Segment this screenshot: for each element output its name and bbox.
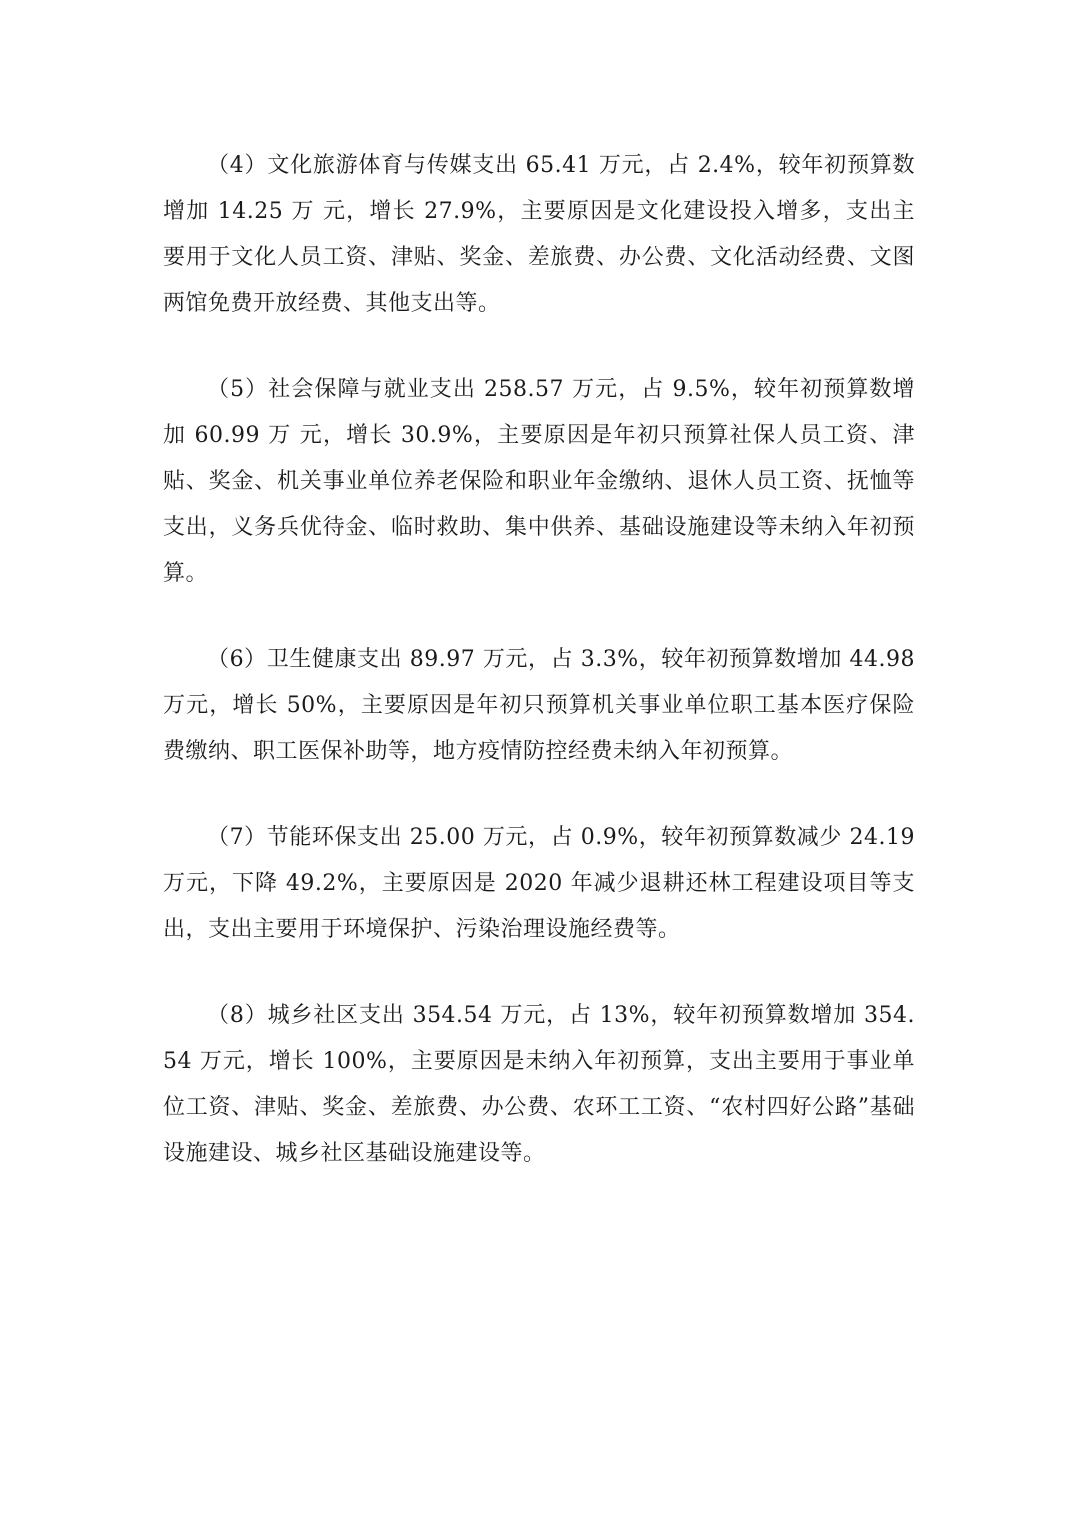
paragraph-culture-expenditure: （4）文化旅游体育与传媒支出 65.41 万元，占 2.4%，较年初预算数增加 14.25 万 元，增长 27.9%，主要原因是文化建设投入增多，支出主要用于文化人员工资、津贴、奖金、差旅费、办公费、文化活动经费、文图两馆免费开放经费、其他支出等。	[163, 153, 915, 316]
paragraph-health-expenditure: （6）卫生健康支出 89.97 万元，占 3.3%，较年初预算数增加 44.98 万元，增长 50%，主要原因是年初只预算机关事业单位职工基本医疗保险费缴纳、职工医保补助等，地方疫情防控经费未纳入年初预算。	[163, 647, 915, 764]
paragraph-environment-expenditure: （7）节能环保支出 25.00 万元，占 0.9%，较年初预算数减少 24.19 万元，下降 49.2%，主要原因是 2020 年减少退耕还林工程建设项目等支出，支出主要用于环境保护、污染治理设施经费等。	[163, 825, 915, 942]
document-body	[163, 143, 915, 1217]
paragraph-community-expenditure: （8）城乡社区支出 354.54 万元，占 13%，较年初预算数增加 354.54 万元，增长 100%，主要原因是未纳入年初预算，支出主要用于事业单位工资、津贴、奖金、差旅费、办公费、农环工工资、“农村四好公路”基础设施建设、城乡社区基础设施建设等。	[163, 1003, 915, 1166]
paragraph-social-security-expenditure: （5）社会保障与就业支出 258.57 万元，占 9.5%，较年初预算数增加 60.99 万 元，增长 30.9%，主要原因是年初只预算社保人员工资、津贴、奖金、机关事业单位养老保险和职业年金缴纳、退休人员工资、抚恤等支出，义务兵优待金、临时救助、集中供养、基础设施建设等未纳入年初预算。	[163, 377, 915, 586]
